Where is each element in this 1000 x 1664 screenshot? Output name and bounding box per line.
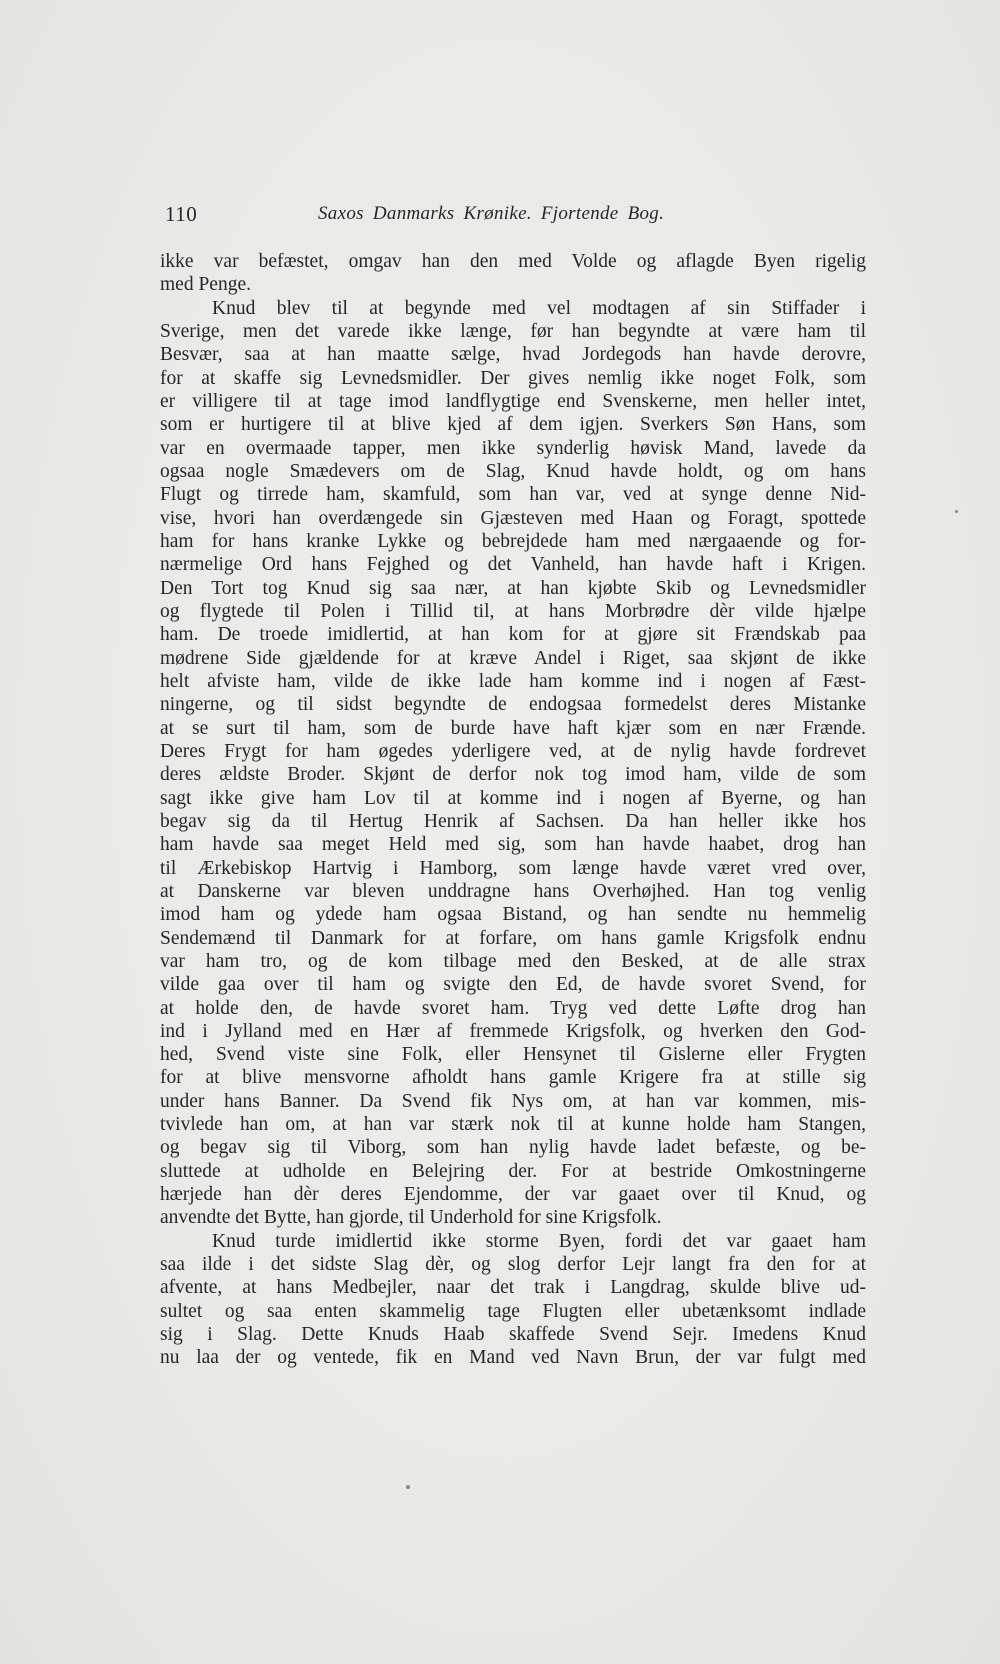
paragraph-start-line: Knud turde imidlertid ikke storme Byen, fordi det var gaaet ham: [212, 1230, 866, 1252]
text-line: ningerne, og til sidst begyndte de endogsaa formedelst deres Mistanke: [160, 694, 866, 716]
text-line: at se surt til ham, som de burde have haft kjær som en nær Frænde.: [160, 717, 866, 739]
text-line: sultet og saa enten skammelig tage Flugten eller ubetænksomt indlade: [160, 1300, 866, 1322]
page-header: [162, 198, 882, 232]
page-number: 110: [165, 202, 198, 226]
text-line: sig i Slag. Dette Knuds Haab skaffede Svend Sejr. Imedens Knud: [160, 1324, 866, 1346]
text-line: afvente, at hans Medbejler, naar det trak i Langdrag, skulde blive ud-: [160, 1277, 866, 1299]
text-line: mødrene Side gjældende for at kræve Andel i Riget, saa skjønt de ikke: [160, 647, 866, 669]
text-line: ogsaa nogle Smædevers om de Slag, Knud havde holdt, og om hans: [160, 460, 866, 482]
text-line: Flugt og tirrede ham, skamfuld, som han var, ved at synge denne Nid-: [160, 484, 866, 506]
text-line: at Danskerne var bleven unddragne hans Overhøjhed. Han tog venlig: [160, 880, 866, 902]
text-line: som er hurtigere til at blive kjed af dem igjen. Sverkers Søn Hans, som: [160, 414, 866, 436]
scan-speck: [406, 1485, 410, 1489]
scan-speck: [955, 510, 958, 513]
text-line: Deres Frygt for ham øgedes yderligere ved, at de nylig havde fordrevet: [160, 740, 866, 762]
text-line: begav sig da til Hertug Henrik af Sachsen. Da han heller ikke hos: [160, 810, 866, 832]
text-line: Sverige, men det varede ikke længe, før han begyndte at være ham til: [160, 320, 866, 342]
text-line: Besvær, saa at han maatte sælge, hvad Jordegods han havde derovre,: [160, 344, 866, 366]
text-line: under hans Banner. Da Svend fik Nys om, at han var kommen, mis-: [160, 1090, 866, 1112]
text-line: sluttede at udholde en Belejring der. For at bestride Omkostningerne: [160, 1160, 866, 1182]
text-line: ind i Jylland med en Hær af fremmede Krigsfolk, og hverken den God-: [160, 1020, 866, 1042]
text-line: til Ærkebiskop Hartvig i Hamborg, som længe havde været vred over,: [160, 857, 866, 879]
text-line: for at blive mensvorne afholdt hans gamle Krigere fra at stille sig: [160, 1067, 866, 1089]
text-line: tvivlede han om, at han var stærk nok til at kunne holde ham Stangen,: [160, 1114, 866, 1136]
text-line: vilde gaa over til ham og svigte den Ed, de havde svoret Svend, for: [160, 974, 866, 996]
text-line: og flygtede til Polen i Tillid til, at hans Morbrødre dèr vilde hjælpe: [160, 600, 866, 622]
text-line: var ham tro, og de kom tilbage med den Besked, at de alle strax: [160, 950, 866, 972]
text-line: nu laa der og ventede, fik en Mand ved Navn Brun, der var fulgt med: [160, 1347, 866, 1369]
text-line: at holde den, de havde svoret ham. Tryg ved dette Løfte drog han: [160, 997, 866, 1019]
text-line: anvendte det Bytte, han gjorde, til Underhold for sine Krigsfolk.: [160, 1207, 662, 1229]
body-text: [160, 250, 866, 1370]
text-line: helt afviste ham, vilde de ikke lade ham komme ind i nogen af Fæst-: [160, 670, 866, 692]
text-line: hærjede han dèr deres Ejendomme, der var gaaet over til Knud, og: [160, 1184, 866, 1206]
paragraph-start-line: Knud blev til at begynde med vel modtagen af sin Stiffader i: [212, 297, 866, 319]
text-line: var en overmaade tapper, men ikke synderlig høvisk Mand, lavede da: [160, 437, 866, 459]
text-line: saa ilde i det sidste Slag dèr, og slog derfor Lejr langt fra den for at: [160, 1254, 866, 1276]
text-line: vise, hvori han overdængede sin Gjæsteven med Haan og Foragt, spottede: [160, 507, 866, 529]
text-line: og begav sig til Viborg, som han nylig havde ladet befæste, og be-: [160, 1137, 866, 1159]
text-line: Den Tort tog Knud sig saa nær, at han kjøbte Skib og Levnedsmidler: [160, 577, 866, 599]
text-line: med Penge.: [160, 274, 251, 296]
text-line: Sendemænd til Danmark for at forfare, om hans gamle Krigsfolk endnu: [160, 927, 866, 949]
running-head: Saxos Danmarks Krønike. Fjortende Bog.: [318, 203, 665, 224]
text-line: deres ældste Broder. Skjønt de derfor nok tog imod ham, vilde de som: [160, 764, 866, 786]
text-line: ikke var befæstet, omgav han den med Volde og aflagde Byen rigelig: [160, 251, 866, 272]
text-line: er villigere til at tage imod landflygtige end Svenskerne, men heller intet,: [160, 390, 866, 412]
text-line: sagt ikke give ham Lov til at komme ind i nogen af Byerne, og han: [160, 787, 866, 809]
text-line: imod ham og ydede ham ogsaa Bistand, og han sendte nu hemmelig: [160, 904, 866, 926]
text-line: ham. De troede imidlertid, at han kom for at gjøre sit Frændskab paa: [160, 624, 866, 646]
text-line: ham for hans kranke Lykke og bebrejdede ham med nærgaaende og for-: [160, 530, 866, 552]
text-line: ham havde saa meget Held med sig, som han havde haabet, drog han: [160, 834, 866, 856]
text-line: for at skaffe sig Levnedsmidler. Der gives nemlig ikke noget Folk, som: [160, 367, 866, 389]
text-line: hed, Svend viste sine Folk, eller Hensynet til Gislerne eller Frygten: [160, 1044, 866, 1066]
text-line: nærmelige Ord hans Fejghed og det Vanheld, han havde haft i Krigen.: [160, 554, 866, 576]
